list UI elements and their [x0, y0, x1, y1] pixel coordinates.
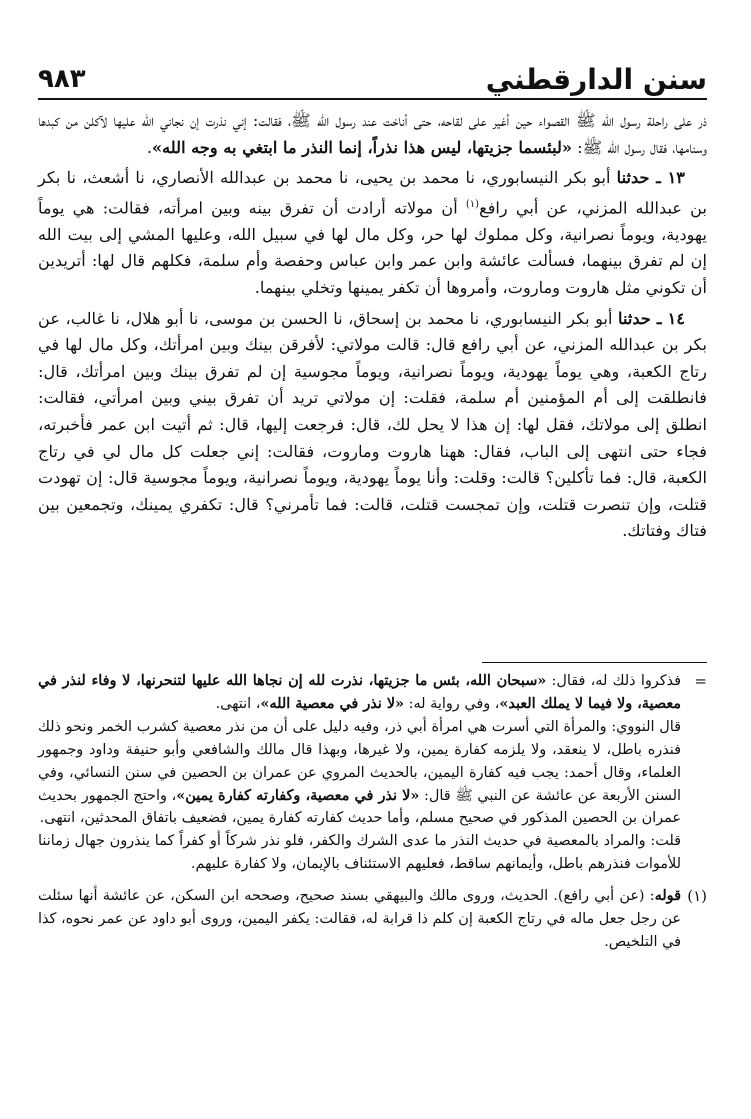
text-run: .	[146, 137, 153, 157]
page-number: ٩٨٣	[38, 64, 86, 94]
narration-keyword: حدثنا	[616, 168, 650, 188]
text-run: أبو بكر النيسابوري، نا محمد بن إسحاق، نا الحسن بن موسى، نا أبو هلال، نا غالب، عن بكر بن عبدالله المزني، عن أبي رافع قال: قالت مولاتي: لأفرقن بينك وبين امرأتك، وكل مال لها في رتاج الكعبة، وهي يوماً يهودية، ويوماً نصرانية، ويوماً مجوسية إن لم تفرق بينك وبين امرأتك، قال: فانطلقت إلى أم المؤمنين أم سلمة، فقلت: إن مولاتي تريد أن تفرق بيني وبين امرأتي، فقالت: انطلق إلى مولاتك، فقل لها: إن هذا لا يحل لك، قال: فرجعت إليها، قال: ثم أتيت ابن عمر فأخبرته، فجاء حتى انتهى إلى الباب، فقال: ههنا هاروت وماروت، فقالت: إني جعلت كل مال لي في رتاج الكعبة، قال: فما تأكلين؟ قالت: وقلت: وأنا يوماً يهودية، ويوماً نصرانية، ويوماً مجوسية قال: إن تهودت قتلت، وإن تنصرت قتلت، وإن تمجست قتلت، قالت: فما تأمرني؟ قال: تكفري يمينك، وتجمعين بين فتاك وفتاتك.	[38, 308, 707, 541]
page-header	[38, 58, 707, 100]
footnote-paragraph: قلت: والمراد بالمعصية في حديث النذر ما عدى الشرك والكفر، فلو نذر شركاً أو كفراً كما ينذرون جهال زماننا للأموات فنذرهم باطل، وأيمانهم ساقط، فعليهم الاستئناف بالإيمان، ولا كفارة عليهم.	[38, 833, 681, 873]
hadith-number: ١٤ ـ	[650, 308, 686, 328]
narration-keyword: حدثنا	[618, 308, 651, 328]
footnote-continuation	[38, 670, 707, 876]
note-keyword: قوله	[654, 887, 681, 905]
footnote-marker: (١)	[687, 887, 707, 906]
hadith-14	[38, 306, 707, 545]
footnote-paragraph	[38, 885, 681, 954]
hadith-13	[38, 165, 707, 301]
paragraph-continuation	[38, 108, 707, 161]
hadith-quote: «لا نذر في معصية، وكفارته كفارة يمين»	[176, 786, 420, 804]
hadith-quote: «لبئسما جزيتها، ليس هذا نذراً، إنما النذر ما ابتغي به وجه الله»	[152, 137, 573, 157]
text-run: أن مولاته أرادت أن تفرق بينه وبين امرأته، فقالت: هي يوماً يهودية، ويوماً نصرانية، وكل مملوك لها حر، وكل مال لها في سبيل الله، وعليها المشي إلى بيت الله إن لم تفرق بينهما، فسألت عائشة وابن عمر وابن عباس وحفصة وأم سلمة، فكلهم قال لها: أتريدين أن تكوني مثل هاروت وماروت، وأمروها أن تكفر يمينها وتخلي بينهما.	[38, 198, 707, 297]
main-text	[38, 108, 707, 545]
continuation-marker: =	[694, 672, 707, 690]
footnote-separator	[482, 662, 707, 663]
running-title: سنن الدارقطني	[485, 63, 707, 96]
text-run: أبو بكر النيسابوري، نا محمد بن يحيى، نا محمد بن عبدالله الأنصاري، نا أشعث، نا بكر بن عبدالله المزني، عن أبي رافع	[38, 168, 707, 218]
footnote-text	[38, 670, 681, 876]
footnote-1	[38, 885, 707, 954]
footnote-text	[38, 885, 681, 954]
text-run: ، وفي رواية له:	[404, 695, 500, 712]
text-run: : (عن أبي رافع). الحديث، وروى مالك والبيهقي بسند صحيح، وصححه ابن السكن، عن عائشة أنها سئلت عن رجل جعل ماله في رتاج الكعبة إن كلم ذا قرابة له، فقالت: يكفر اليمين، وروى أبو داود عن عمر نحوه، كذا في التلخيص.	[38, 888, 681, 950]
footnote-reference: (١)	[465, 198, 480, 210]
hadith-quote: «لا نذر في معصية الله»	[260, 694, 405, 712]
text-run: قال النووي: والمرأة التي أسرت هي امرأة أبي ذر، وفيه دليل على أن من نذر معصية كشرب الخمر ونحو ذلك فنذره باطل، لا ينعقد، ولا يلزمه كفارة يمين، ولا غيرها، وبهذا قال مالك والشافعي وأبو حنيفة وداود وجمهور العلماء، وقال أحمد: يجب فيه كفارة اليمين، بالحديث المروي عن عمران بن الحصين في سنن النسائي، وفي السنن الأربعة عن عائشة عن النبي ﷺ قال:	[38, 718, 682, 804]
text-run: فذكروا ذلك له، فقال:	[546, 673, 681, 689]
hadith-quote: «سبحان الله، بئس ما جزيتها، نذرت لله إن نجاها الله عليها لتنحرنها، لا وفاء لنذر في معصية، ولا فيما لا يملك العبد»	[38, 672, 681, 712]
text-run: ، واحتج الجمهور بحديث عمران بن الحصين المذكور في صحيح مسلم، وأما حديث كفارته كفارة يمين، فضعيف باتفاق المحدثين، انتهى.	[38, 787, 681, 827]
footnotes	[38, 670, 707, 954]
hadith-number: ١٣ ـ	[649, 168, 685, 188]
text-run: ، انتهى.	[215, 695, 261, 712]
footnote-paragraph	[38, 670, 681, 716]
footnote-paragraph	[38, 716, 681, 831]
text-run: ذر على راحلة رسول الله ﷺ القصواء حين أغير على لقاحه، حتى أناخت عند رسول الله ﷺ، فقالت: إني نذرت إن نجاني الله عليها لآكلن من كبدها وسنامها، فقال رسول الله ﷺ:	[38, 111, 707, 157]
